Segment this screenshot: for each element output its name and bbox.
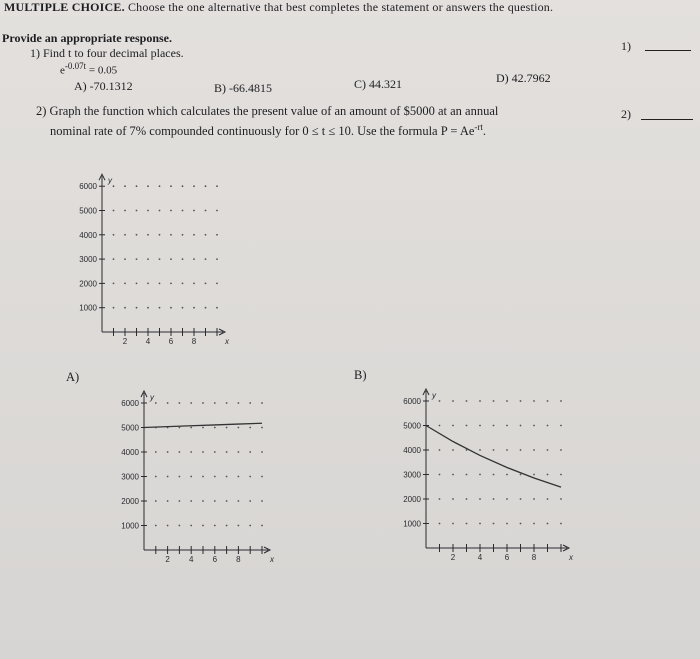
grid-dot: [452, 498, 454, 500]
series-line: [426, 426, 561, 488]
grid-dot: [202, 476, 204, 478]
y-tick-label: 6000: [79, 182, 97, 192]
y-tick-label: 3000: [79, 255, 97, 265]
grid-dot: [520, 474, 522, 476]
grid-dot: [466, 498, 468, 500]
grid-dot: [547, 400, 549, 402]
grid-dot: [167, 402, 169, 404]
x-tick-label: 8: [191, 337, 197, 346]
grid-dot: [155, 451, 157, 453]
grid-dot: [214, 525, 216, 527]
grid-dot: [261, 476, 263, 478]
grid-dot: [202, 451, 204, 453]
grid-dot: [238, 427, 240, 429]
grid-dot: [493, 474, 495, 476]
y-tick-label: 2000: [121, 497, 139, 506]
y-tick-label: 5000: [403, 421, 421, 431]
grid-dot: [466, 425, 468, 427]
q1-option-b[interactable]: B) -66.4815: [214, 81, 272, 95]
y-tick-label: 5000: [79, 206, 97, 216]
grid-dot: [170, 307, 172, 309]
grid-dot: [202, 427, 204, 429]
grid-dot: [479, 523, 481, 525]
grid-dot: [113, 210, 115, 212]
grid-dot: [159, 210, 161, 212]
grid-dot: [167, 500, 169, 502]
grid-dot: [167, 476, 169, 478]
grid-dot: [547, 498, 549, 500]
y-axis-label: y: [432, 391, 436, 400]
x-tick-label: 8: [236, 555, 241, 564]
grid-dot: [238, 525, 240, 527]
grid-dot: [439, 498, 441, 500]
grid-dot: [202, 402, 204, 404]
y-tick-label: 4000: [121, 448, 139, 457]
y-tick-label: 6000: [403, 397, 421, 406]
grid-dot: [147, 185, 149, 187]
grid-dot: [238, 402, 240, 404]
grid-dot: [216, 185, 218, 187]
grid-dot: [261, 402, 263, 404]
y-axis-label: y: [150, 393, 154, 402]
grid-dot: [214, 402, 216, 404]
grid-dot: [216, 307, 218, 309]
grid-dot: [205, 185, 207, 187]
grid-dot: [493, 498, 495, 500]
grid-dot: [249, 402, 251, 404]
grid-dot: [170, 210, 172, 212]
grid-dot: [249, 476, 251, 478]
grid-dot: [560, 449, 562, 451]
grid-dot: [560, 400, 562, 402]
grid-dot: [452, 425, 454, 427]
x-axis-label: x: [270, 555, 274, 564]
q2-number: 2): [621, 107, 631, 121]
grid-dot: [493, 449, 495, 451]
grid-dot: [506, 523, 508, 525]
y-tick-label: 4000: [79, 230, 97, 240]
grid-dot: [506, 474, 508, 476]
grid-dot: [182, 234, 184, 236]
grid-dot: [439, 425, 441, 427]
grid-dot: [261, 451, 263, 453]
grid-dot: [202, 525, 204, 527]
grid-dot: [182, 307, 184, 309]
choice-label-b: B): [354, 368, 367, 382]
grid-dot: [249, 525, 251, 527]
q1-option-a[interactable]: A) -70.1312: [74, 79, 133, 93]
grid-dot: [170, 283, 172, 285]
grid-dot: [159, 258, 161, 260]
grid-dot: [190, 476, 192, 478]
grid-dot: [249, 427, 251, 429]
y-tick-label: 3000: [403, 470, 421, 480]
y-axis-label: y: [108, 176, 112, 186]
y-tick-label: 5000: [121, 423, 139, 433]
grid-dot: [560, 474, 562, 476]
grid-dot: [155, 402, 157, 404]
grid-dot: [159, 234, 161, 236]
grid-dot: [214, 476, 216, 478]
grid-dot: [452, 474, 454, 476]
grid-dot: [547, 449, 549, 451]
grid-dot: [214, 500, 216, 502]
grid-dot: [167, 525, 169, 527]
grid-dot: [113, 234, 115, 236]
q2-answer-blank[interactable]: [641, 119, 693, 120]
x-tick-label: 2: [122, 337, 128, 346]
q2-prompt-line1: 2) Graph the function which calculates the present value of an amount of $5000 at an annual: [36, 104, 499, 118]
grid-dot: [170, 234, 172, 236]
grid-dot: [439, 523, 441, 525]
grid-dot: [493, 400, 495, 402]
grid-dot: [560, 425, 562, 427]
choice-label-a: A): [66, 370, 80, 384]
x-tick-label: 4: [188, 555, 194, 564]
grid-dot: [182, 258, 184, 260]
grid-dot: [439, 449, 441, 451]
grid-dot: [249, 500, 251, 502]
grid-dot: [261, 500, 263, 502]
grid-dot: [136, 185, 138, 187]
q1-option-c[interactable]: C) 44.321: [354, 77, 402, 91]
grid-dot: [205, 258, 207, 260]
grid-dot: [179, 451, 181, 453]
x-tick-label: 2: [165, 555, 170, 564]
x-axis-label: x: [569, 553, 573, 562]
grid-dot: [193, 185, 195, 187]
grid-dot: [182, 185, 184, 187]
grid-dot: [193, 307, 195, 309]
section-subtitle: Provide an appropriate response.: [2, 31, 173, 45]
x-axis-label: x: [225, 337, 229, 346]
grid-dot: [205, 210, 207, 212]
grid-dot: [136, 258, 138, 260]
grid-dot: [147, 234, 149, 236]
grid-dot: [520, 449, 522, 451]
grid-dot: [493, 425, 495, 427]
graph-choice-b[interactable]: [380, 383, 590, 568]
grid-dot: [193, 234, 195, 236]
grid-dot: [452, 449, 454, 451]
grid-dot: [226, 500, 228, 502]
q1-equation: $e^{-0.07t} = 0.05$: [60, 61, 118, 77]
grid-dot: [533, 523, 535, 525]
grid-dot: [452, 523, 454, 525]
grid-dot: [202, 500, 204, 502]
x-tick-label: 4: [477, 553, 483, 562]
instructions-header: MULTIPLE CHOICE. Choose the one alternative that best completes the statement or answers the question.: [4, 0, 554, 14]
grid-dot: [193, 283, 195, 285]
grid-dot: [124, 210, 126, 212]
grid-dot: [159, 307, 161, 309]
grid-dot: [238, 500, 240, 502]
grid-dot: [193, 258, 195, 260]
grid-dot: [147, 210, 149, 212]
grid-dot: [205, 307, 207, 309]
grid-dot: [466, 523, 468, 525]
grid-dot: [560, 523, 562, 525]
grid-dot: [547, 425, 549, 427]
grid-dot: [193, 210, 195, 212]
grid-dot: [216, 283, 218, 285]
grid-dot: [113, 258, 115, 260]
grid-dot: [226, 476, 228, 478]
grid-dot: [155, 525, 157, 527]
q1-prompt: 1) Find t to four decimal places.: [30, 46, 184, 60]
grid-dot: [170, 185, 172, 187]
blank-graph: [60, 172, 260, 350]
grid-dot: [205, 283, 207, 285]
grid-dot: [167, 451, 169, 453]
grid-dot: [506, 498, 508, 500]
grid-dot: [147, 307, 149, 309]
grid-dot: [113, 185, 115, 187]
grid-dot: [466, 400, 468, 402]
grid-dot: [533, 474, 535, 476]
grid-dot: [520, 498, 522, 500]
grid-dot: [439, 400, 441, 402]
grid-dot: [136, 307, 138, 309]
grid-dot: [159, 185, 161, 187]
grid-dot: [190, 500, 192, 502]
x-tick-label: 2: [450, 553, 456, 562]
grid-dot: [113, 283, 115, 285]
grid-dot: [439, 474, 441, 476]
q2-prompt-line2: nominal rate of 7% compounded continuously for 0 ≤ t ≤ 10. Use the formula $P = Ae^{-rt}$.: [50, 122, 487, 139]
grid-dot: [147, 258, 149, 260]
grid-dot: [226, 525, 228, 527]
grid-dot: [520, 425, 522, 427]
grid-dot: [533, 400, 535, 402]
y-tick-label: 2000: [79, 279, 97, 289]
grid-dot: [159, 283, 161, 285]
grid-dot: [216, 210, 218, 212]
grid-dot: [249, 451, 251, 453]
grid-dot: [238, 451, 240, 453]
grid-dot: [190, 402, 192, 404]
grid-dot: [214, 451, 216, 453]
grid-dot: [479, 474, 481, 476]
grid-dot: [533, 425, 535, 427]
grid-dot: [205, 234, 207, 236]
grid-dot: [179, 500, 181, 502]
grid-dot: [226, 402, 228, 404]
y-tick-label: 4000: [403, 446, 421, 455]
y-tick-label: 1000: [79, 303, 97, 313]
grid-dot: [261, 525, 263, 527]
grid-dot: [547, 474, 549, 476]
x-tick-label: 6: [168, 337, 174, 346]
q1-option-d[interactable]: D) 42.7962: [496, 71, 551, 85]
grid-dot: [124, 258, 126, 260]
grid-dot: [124, 234, 126, 236]
y-tick-label: 3000: [121, 472, 139, 482]
grid-dot: [179, 402, 181, 404]
grid-dot: [190, 427, 192, 429]
q1-answer-blank[interactable]: [645, 50, 691, 51]
grid-dot: [506, 400, 508, 402]
grid-dot: [136, 234, 138, 236]
grid-dot: [170, 258, 172, 260]
grid-dot: [261, 427, 263, 429]
x-tick-label: 8: [531, 553, 537, 562]
grid-dot: [238, 476, 240, 478]
grid-dot: [520, 400, 522, 402]
grid-dot: [452, 400, 454, 402]
y-tick-label: 2000: [403, 495, 421, 504]
grid-dot: [560, 498, 562, 500]
y-tick-label: 1000: [403, 519, 421, 529]
grid-dot: [479, 400, 481, 402]
grid-dot: [479, 498, 481, 500]
grid-dot: [190, 525, 192, 527]
grid-dot: [147, 283, 149, 285]
grid-dot: [493, 523, 495, 525]
grid-dot: [226, 451, 228, 453]
grid-dot: [136, 283, 138, 285]
x-tick-label: 6: [504, 553, 510, 562]
grid-dot: [466, 474, 468, 476]
grid-dot: [182, 210, 184, 212]
x-tick-label: 4: [145, 337, 151, 346]
q1-number: 1): [621, 39, 631, 53]
grid-dot: [179, 525, 181, 527]
grid-dot: [124, 283, 126, 285]
grid-dot: [155, 500, 157, 502]
grid-dot: [124, 307, 126, 309]
grid-dot: [214, 427, 216, 429]
grid-dot: [179, 476, 181, 478]
x-tick-label: 6: [212, 555, 218, 564]
grid-dot: [155, 476, 157, 478]
grid-dot: [216, 258, 218, 260]
grid-dot: [182, 283, 184, 285]
grid-dot: [190, 451, 192, 453]
grid-dot: [124, 185, 126, 187]
y-tick-label: 1000: [121, 521, 139, 531]
grid-dot: [479, 449, 481, 451]
grid-dot: [533, 498, 535, 500]
grid-dot: [136, 210, 138, 212]
y-tick-label: 6000: [121, 399, 139, 408]
grid-dot: [547, 523, 549, 525]
grid-dot: [520, 523, 522, 525]
grid-dot: [113, 307, 115, 309]
grid-dot: [216, 234, 218, 236]
grid-dot: [226, 427, 228, 429]
grid-dot: [479, 425, 481, 427]
grid-dot: [506, 425, 508, 427]
graph-choice-a[interactable]: [92, 385, 292, 565]
grid-dot: [533, 449, 535, 451]
grid-dot: [506, 449, 508, 451]
